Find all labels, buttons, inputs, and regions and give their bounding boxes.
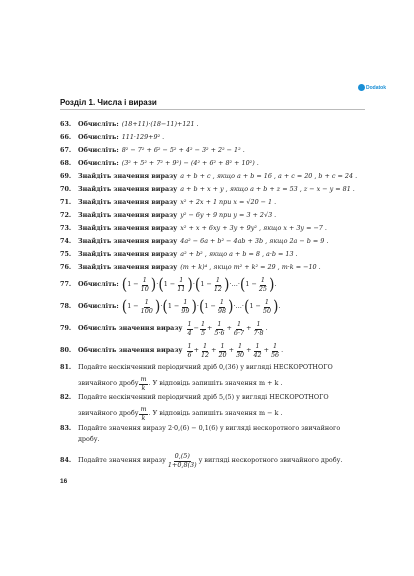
logo-text: Dodatok <box>366 84 386 91</box>
problem-row <box>60 170 360 183</box>
problem-row <box>60 222 360 235</box>
problem-row <box>60 261 360 274</box>
problem-78: 78. Обчисліть: ( 1 − $\frac{1}{100}$ ) · ( 1 − $\frac{1}{99}$ ) · ( 1 − $\frac{1}{98}$ ) · … · ( 1 − $\frac{1}{50}$ ) . <box>60 298 281 316</box>
problem-83: 83. Подайте значення виразу 2·0,(6) − 0,1(6) у вигляді нескоротного звичайного дробу. <box>60 424 341 443</box>
problem-number: 76. <box>60 262 72 271</box>
problem-label: Обчисліть: <box>78 132 119 141</box>
problem-expression: (m + k)⁴ , якщо m² + k² = 29 , m·k = −10 . <box>180 262 321 271</box>
problem-label: Знайдіть значення виразу <box>78 184 178 193</box>
problem-number: 73. <box>60 223 72 232</box>
problem-row <box>60 183 360 196</box>
problem-expression: a + b + x + y , якщо a + b + z = 53 , z − x − y = 81 . <box>180 184 355 193</box>
problem-expression: 4a² − 6a + b² − 4ab + 3b , якщо 2a − b = 9 . <box>180 236 329 245</box>
problem-row <box>60 144 360 157</box>
problem-label: Знайдіть значення виразу <box>78 210 178 219</box>
problem-row <box>60 235 360 248</box>
problem-label: Знайдіть значення виразу <box>78 197 178 206</box>
problem-expression: (3² + 5² + 7² + 9²) − (4² + 6² + 8² + 10²) . <box>121 158 259 167</box>
problem-row <box>60 196 360 209</box>
problem-expression: 111·129+9² . <box>121 132 165 141</box>
problem-number: 75. <box>60 249 72 258</box>
problem-expression: 8² − 7² + 6² − 5² + 4² − 3² + 2² − 1² . <box>121 145 245 154</box>
problem-expression: (18+11)·(18−11)+121 . <box>121 119 199 128</box>
problem-row <box>60 131 360 144</box>
problem-expression: a + b + c , якщо a + b = 16 , a + c = 20 , b + c = 24 . <box>180 171 358 180</box>
problems-list <box>60 118 360 473</box>
problem-84: 84. Подайте значення виразу $\frac{0,(5)}{1+0,8(3)}$ у вигляді нескоротного звичайного дробу. <box>60 452 343 469</box>
problem-label: Обчисліть: <box>78 158 119 167</box>
problem-row <box>60 209 360 222</box>
page-number: 16 <box>60 478 68 485</box>
problem-label: Обчисліть: <box>78 119 119 128</box>
problem-expression: x² + x + 6xy + 3y + 9y² , якщо x + 3y = −7 . <box>180 223 327 232</box>
problem-number: 71. <box>60 197 72 206</box>
publisher-logo <box>358 84 386 91</box>
problem-label: Знайдіть значення виразу <box>78 171 178 180</box>
problem-number: 68. <box>60 158 72 167</box>
problem-label: Знайдіть значення виразу <box>78 236 178 245</box>
problem-label: Знайдіть значення виразу <box>78 223 178 232</box>
problem-expression: y² − 6y + 9 при y = 3 + 2√3 . <box>180 210 277 219</box>
problem-label: Знайдіть значення виразу <box>78 262 178 271</box>
problem-82: 82. Подайте нескінченний періодичний дріб 5,(5) у вигляді НЕСКОРОТНОГО звичайного дробу $\frac{m}{k}$ . У відповідь запишіть значення m − k . <box>60 393 329 422</box>
problem-79: 79. Обчисліть значення виразу $\frac{1}{4}$ − $\frac{1}{5}$ + $\frac{1}{5\cdot 6}$ + $\frac{1}{6\cdot 7}$ + $\frac{1}{7\cdot 8}$ . <box>60 320 268 337</box>
problem-row <box>60 157 360 170</box>
problem-number: 74. <box>60 236 72 245</box>
problem-number: 69. <box>60 171 72 180</box>
problem-expression: a² + b² , якщо a + b = 8 , a·b = 13 . <box>180 249 298 258</box>
problem-77: 77. Обчисліть: ( 1 − $\frac{1}{10}$ ) · ( 1 − $\frac{1}{11}$ ) · ( 1 − $\frac{1}{12}$ ) · … · ( 1 − $\frac{1}{25}$ ) . <box>60 276 277 294</box>
problem-label: Знайдіть значення виразу <box>78 249 178 258</box>
problem-expression: x² + 2x + 1 при x = √20 − 1 . <box>180 197 277 206</box>
problem-row <box>60 118 360 131</box>
problem-number: 63. <box>60 119 72 128</box>
problem-number: 70. <box>60 184 72 193</box>
problem-81: 81. Подайте нескінченний періодичний дріб 0,(36) у вигляді НЕСКОРОТНОГО звичайного дробу $\frac{m}{k}$ . У відповідь запишіть значення m + k . <box>60 363 333 392</box>
problem-row <box>60 248 360 261</box>
problem-number: 72. <box>60 210 72 219</box>
logo-dot-icon <box>358 84 365 91</box>
problem-number: 66. <box>60 132 72 141</box>
problem-label: Обчисліть: <box>78 145 119 154</box>
section-header: Розділ 1. Числа і вирази <box>60 98 365 110</box>
problem-number: 67. <box>60 145 72 154</box>
problem-80: 80. Обчисліть значення виразу $\frac{1}{6}$ + $\frac{1}{12}$ + $\frac{1}{20}$ + $\frac{1}{30}$ + $\frac{1}{42}$ + $\frac{1}{56}$ . <box>60 342 284 359</box>
